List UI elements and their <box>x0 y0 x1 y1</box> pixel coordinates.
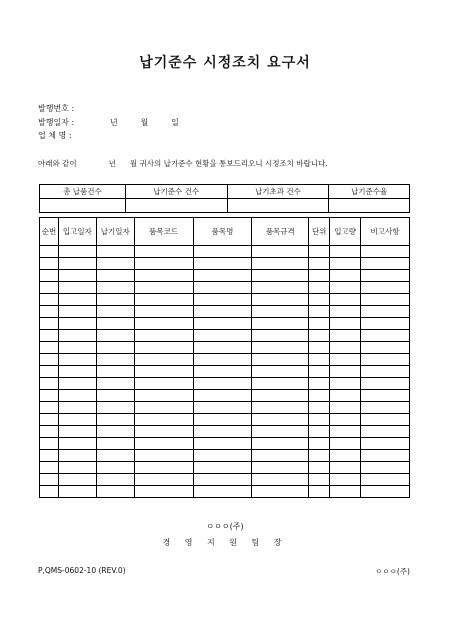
table-cell <box>58 258 96 270</box>
table-cell <box>193 414 252 426</box>
summary-value-cell <box>329 199 410 213</box>
table-cell <box>40 426 59 438</box>
table-cell <box>134 474 193 486</box>
table-cell <box>193 474 252 486</box>
table-cell <box>252 330 309 342</box>
table-row <box>40 402 410 414</box>
table-cell <box>40 246 59 258</box>
table-cell <box>96 258 134 270</box>
table-cell <box>134 486 193 498</box>
summary-value-cell <box>40 199 126 213</box>
table-cell <box>96 462 134 474</box>
table-row <box>40 246 410 258</box>
table-cell <box>193 270 252 282</box>
summary-header-late: 납기초과 건수 <box>227 185 329 199</box>
table-cell <box>252 426 309 438</box>
table-cell <box>58 282 96 294</box>
table-cell <box>193 378 252 390</box>
table-cell <box>96 378 134 390</box>
footer-company: ㅇㅇㅇ(주) <box>375 567 410 576</box>
table-cell <box>40 258 59 270</box>
table-cell <box>40 270 59 282</box>
table-row <box>40 282 410 294</box>
table-cell <box>96 294 134 306</box>
table-cell <box>330 366 361 378</box>
table-cell <box>40 402 59 414</box>
table-cell <box>58 486 96 498</box>
table-cell <box>330 438 361 450</box>
table-cell <box>193 258 252 270</box>
table-cell <box>134 282 193 294</box>
table-row <box>40 330 410 342</box>
table-cell <box>252 450 309 462</box>
table-row <box>40 450 410 462</box>
table-cell <box>134 438 193 450</box>
table-cell <box>309 294 330 306</box>
table-cell <box>40 342 59 354</box>
table-row <box>40 378 410 390</box>
table-cell <box>40 486 59 498</box>
summary-table <box>39 184 410 213</box>
table-cell <box>96 354 134 366</box>
table-cell <box>309 354 330 366</box>
table-cell <box>193 246 252 258</box>
table-cell <box>40 282 59 294</box>
table-cell <box>361 426 410 438</box>
notice-text <box>38 158 328 169</box>
table-cell <box>193 318 252 330</box>
delivery-list-table <box>39 217 410 498</box>
table-cell <box>40 306 59 318</box>
table-cell <box>134 330 193 342</box>
table-cell <box>134 462 193 474</box>
issue-number-field <box>38 103 74 114</box>
table-cell <box>252 474 309 486</box>
table-cell <box>361 486 410 498</box>
table-cell <box>330 486 361 498</box>
table-cell <box>330 378 361 390</box>
table-cell <box>193 342 252 354</box>
table-row <box>40 258 410 270</box>
table-cell <box>40 378 59 390</box>
company-name-field <box>38 130 72 141</box>
table-cell <box>309 474 330 486</box>
issue-date-label: 발행일자 : <box>38 118 75 127</box>
table-cell <box>40 354 59 366</box>
table-cell <box>96 282 134 294</box>
table-row <box>40 306 410 318</box>
table-cell <box>40 450 59 462</box>
table-cell <box>330 474 361 486</box>
summary-header-rate: 납기준수율 <box>329 185 410 199</box>
table-row <box>40 270 410 282</box>
table-cell <box>330 318 361 330</box>
table-cell <box>96 486 134 498</box>
list-header-seq: 순번 <box>40 218 59 246</box>
table-cell <box>193 282 252 294</box>
table-cell <box>330 354 361 366</box>
table-cell <box>58 462 96 474</box>
list-header-quantity: 입고량 <box>330 218 361 246</box>
table-cell <box>40 366 59 378</box>
table-cell <box>330 330 361 342</box>
table-cell <box>361 282 410 294</box>
table-cell <box>58 318 96 330</box>
table-cell <box>330 414 361 426</box>
issuer-company: ㅇㅇㅇ(주) <box>206 522 244 531</box>
table-cell <box>193 390 252 402</box>
list-header-receipt-date: 입고일자 <box>58 218 96 246</box>
list-header-row <box>40 218 410 246</box>
table-cell <box>193 294 252 306</box>
table-cell <box>193 450 252 462</box>
table-cell <box>252 246 309 258</box>
table-cell <box>252 270 309 282</box>
table-cell <box>58 378 96 390</box>
table-cell <box>134 270 193 282</box>
table-cell <box>361 330 410 342</box>
summary-value-cell <box>125 199 227 213</box>
table-cell <box>309 246 330 258</box>
table-cell <box>134 426 193 438</box>
table-cell <box>134 258 193 270</box>
summary-header-ontime: 납기준수 건수 <box>125 185 227 199</box>
table-cell <box>96 438 134 450</box>
table-cell <box>193 402 252 414</box>
table-row <box>40 354 410 366</box>
table-row <box>40 486 410 498</box>
table-cell <box>134 366 193 378</box>
table-row <box>40 414 410 426</box>
table-cell <box>96 306 134 318</box>
table-cell <box>40 294 59 306</box>
table-cell <box>309 438 330 450</box>
table-cell <box>252 378 309 390</box>
table-cell <box>252 342 309 354</box>
summary-header-row <box>40 185 410 199</box>
table-cell <box>309 402 330 414</box>
table-cell <box>361 450 410 462</box>
table-cell <box>193 306 252 318</box>
notice-body: 월 귀사의 납기준수 현황을 통보드리오니 시정조치 바랍니다. <box>129 159 328 168</box>
table-cell <box>58 402 96 414</box>
table-cell <box>96 390 134 402</box>
table-cell <box>193 438 252 450</box>
table-cell <box>309 258 330 270</box>
table-cell <box>58 294 96 306</box>
table-cell <box>252 282 309 294</box>
table-cell <box>330 342 361 354</box>
table-cell <box>96 474 134 486</box>
table-cell <box>134 402 193 414</box>
table-row <box>40 426 410 438</box>
table-cell <box>134 378 193 390</box>
table-cell <box>58 390 96 402</box>
table-row <box>40 390 410 402</box>
table-cell <box>330 294 361 306</box>
table-cell <box>252 354 309 366</box>
table-cell <box>330 270 361 282</box>
table-cell <box>361 462 410 474</box>
table-cell <box>361 402 410 414</box>
table-cell <box>134 390 193 402</box>
table-cell <box>96 330 134 342</box>
table-cell <box>58 306 96 318</box>
table-cell <box>252 390 309 402</box>
table-row <box>40 294 410 306</box>
form-number: P,QMS-0602-10 (REV.0) <box>38 566 126 575</box>
table-cell <box>252 318 309 330</box>
list-header-item-spec: 품목규격 <box>252 218 309 246</box>
table-cell <box>252 402 309 414</box>
list-header-item-name: 품목명 <box>193 218 252 246</box>
table-row <box>40 462 410 474</box>
table-cell <box>330 246 361 258</box>
table-cell <box>40 438 59 450</box>
issue-date-parts <box>110 117 199 128</box>
issue-month-label: 월 <box>140 118 149 127</box>
table-cell <box>193 330 252 342</box>
table-cell <box>361 342 410 354</box>
table-cell <box>58 450 96 462</box>
notice-year: 년 <box>108 159 116 168</box>
list-header-remarks: 비고사항 <box>361 218 410 246</box>
table-cell <box>134 342 193 354</box>
table-cell <box>330 282 361 294</box>
table-row <box>40 318 410 330</box>
table-cell <box>193 366 252 378</box>
summary-header-total: 총 납품건수 <box>40 185 126 199</box>
table-cell <box>361 438 410 450</box>
table-row <box>40 342 410 354</box>
company-name-label: 업 체 명 : <box>38 131 72 140</box>
table-cell <box>361 366 410 378</box>
table-cell <box>193 462 252 474</box>
table-cell <box>330 450 361 462</box>
table-cell <box>40 474 59 486</box>
table-cell <box>193 354 252 366</box>
table-cell <box>252 486 309 498</box>
list-body <box>40 246 410 498</box>
table-cell <box>361 246 410 258</box>
table-cell <box>330 426 361 438</box>
table-cell <box>40 462 59 474</box>
table-cell <box>96 318 134 330</box>
list-header-due-date: 납기일자 <box>96 218 134 246</box>
table-cell <box>193 486 252 498</box>
table-cell <box>309 318 330 330</box>
table-cell <box>96 402 134 414</box>
table-cell <box>309 414 330 426</box>
table-cell <box>96 450 134 462</box>
table-cell <box>330 390 361 402</box>
table-cell <box>252 258 309 270</box>
table-cell <box>361 354 410 366</box>
table-cell <box>330 402 361 414</box>
table-cell <box>330 462 361 474</box>
list-header-item-code: 품목코드 <box>134 218 193 246</box>
table-cell <box>252 414 309 426</box>
table-cell <box>252 462 309 474</box>
table-cell <box>58 342 96 354</box>
table-cell <box>361 306 410 318</box>
table-cell <box>96 414 134 426</box>
table-cell <box>309 330 330 342</box>
issue-day-label: 일 <box>171 118 179 127</box>
table-cell <box>309 426 330 438</box>
table-cell <box>96 426 134 438</box>
list-header-unit: 단위 <box>309 218 330 246</box>
table-cell <box>309 390 330 402</box>
table-cell <box>40 330 59 342</box>
table-cell <box>96 270 134 282</box>
table-cell <box>134 354 193 366</box>
table-cell <box>309 282 330 294</box>
table-cell <box>58 354 96 366</box>
table-cell <box>361 390 410 402</box>
table-cell <box>96 246 134 258</box>
summary-value-row <box>40 199 410 213</box>
issue-number-label: 발행번호 : <box>38 104 75 113</box>
table-cell <box>58 246 96 258</box>
table-cell <box>134 414 193 426</box>
table-cell <box>361 318 410 330</box>
table-cell <box>252 438 309 450</box>
table-cell <box>309 450 330 462</box>
table-cell <box>193 426 252 438</box>
table-cell <box>309 342 330 354</box>
table-cell <box>361 294 410 306</box>
table-cell <box>58 474 96 486</box>
table-cell <box>361 270 410 282</box>
notice-prefix: 아래와 같이 <box>38 159 77 168</box>
table-cell <box>134 294 193 306</box>
table-row <box>40 366 410 378</box>
table-cell <box>58 366 96 378</box>
table-cell <box>309 270 330 282</box>
table-cell <box>58 330 96 342</box>
table-cell <box>361 414 410 426</box>
issue-date-field <box>38 117 179 128</box>
table-cell <box>309 366 330 378</box>
table-row <box>40 474 410 486</box>
table-cell <box>134 306 193 318</box>
table-cell <box>309 306 330 318</box>
table-cell <box>40 414 59 426</box>
table-cell <box>361 474 410 486</box>
issue-year-label: 년 <box>110 118 118 127</box>
table-cell <box>330 258 361 270</box>
table-cell <box>330 306 361 318</box>
table-cell <box>96 342 134 354</box>
table-cell <box>58 438 96 450</box>
table-cell <box>252 366 309 378</box>
table-cell <box>134 246 193 258</box>
document-title: 납기준수 시정조치 요구서 <box>139 55 311 71</box>
table-cell <box>361 378 410 390</box>
summary-value-cell <box>227 199 329 213</box>
table-cell <box>96 366 134 378</box>
table-cell <box>361 258 410 270</box>
table-cell <box>58 270 96 282</box>
issuer-department: 경 영 지 원 팀 장 <box>162 538 288 547</box>
table-cell <box>134 450 193 462</box>
table-cell <box>309 462 330 474</box>
table-cell <box>40 318 59 330</box>
table-cell <box>309 486 330 498</box>
table-cell <box>58 426 96 438</box>
table-cell <box>134 318 193 330</box>
table-cell <box>309 378 330 390</box>
table-cell <box>252 294 309 306</box>
table-cell <box>58 414 96 426</box>
table-cell <box>40 390 59 402</box>
table-row <box>40 438 410 450</box>
table-cell <box>252 306 309 318</box>
